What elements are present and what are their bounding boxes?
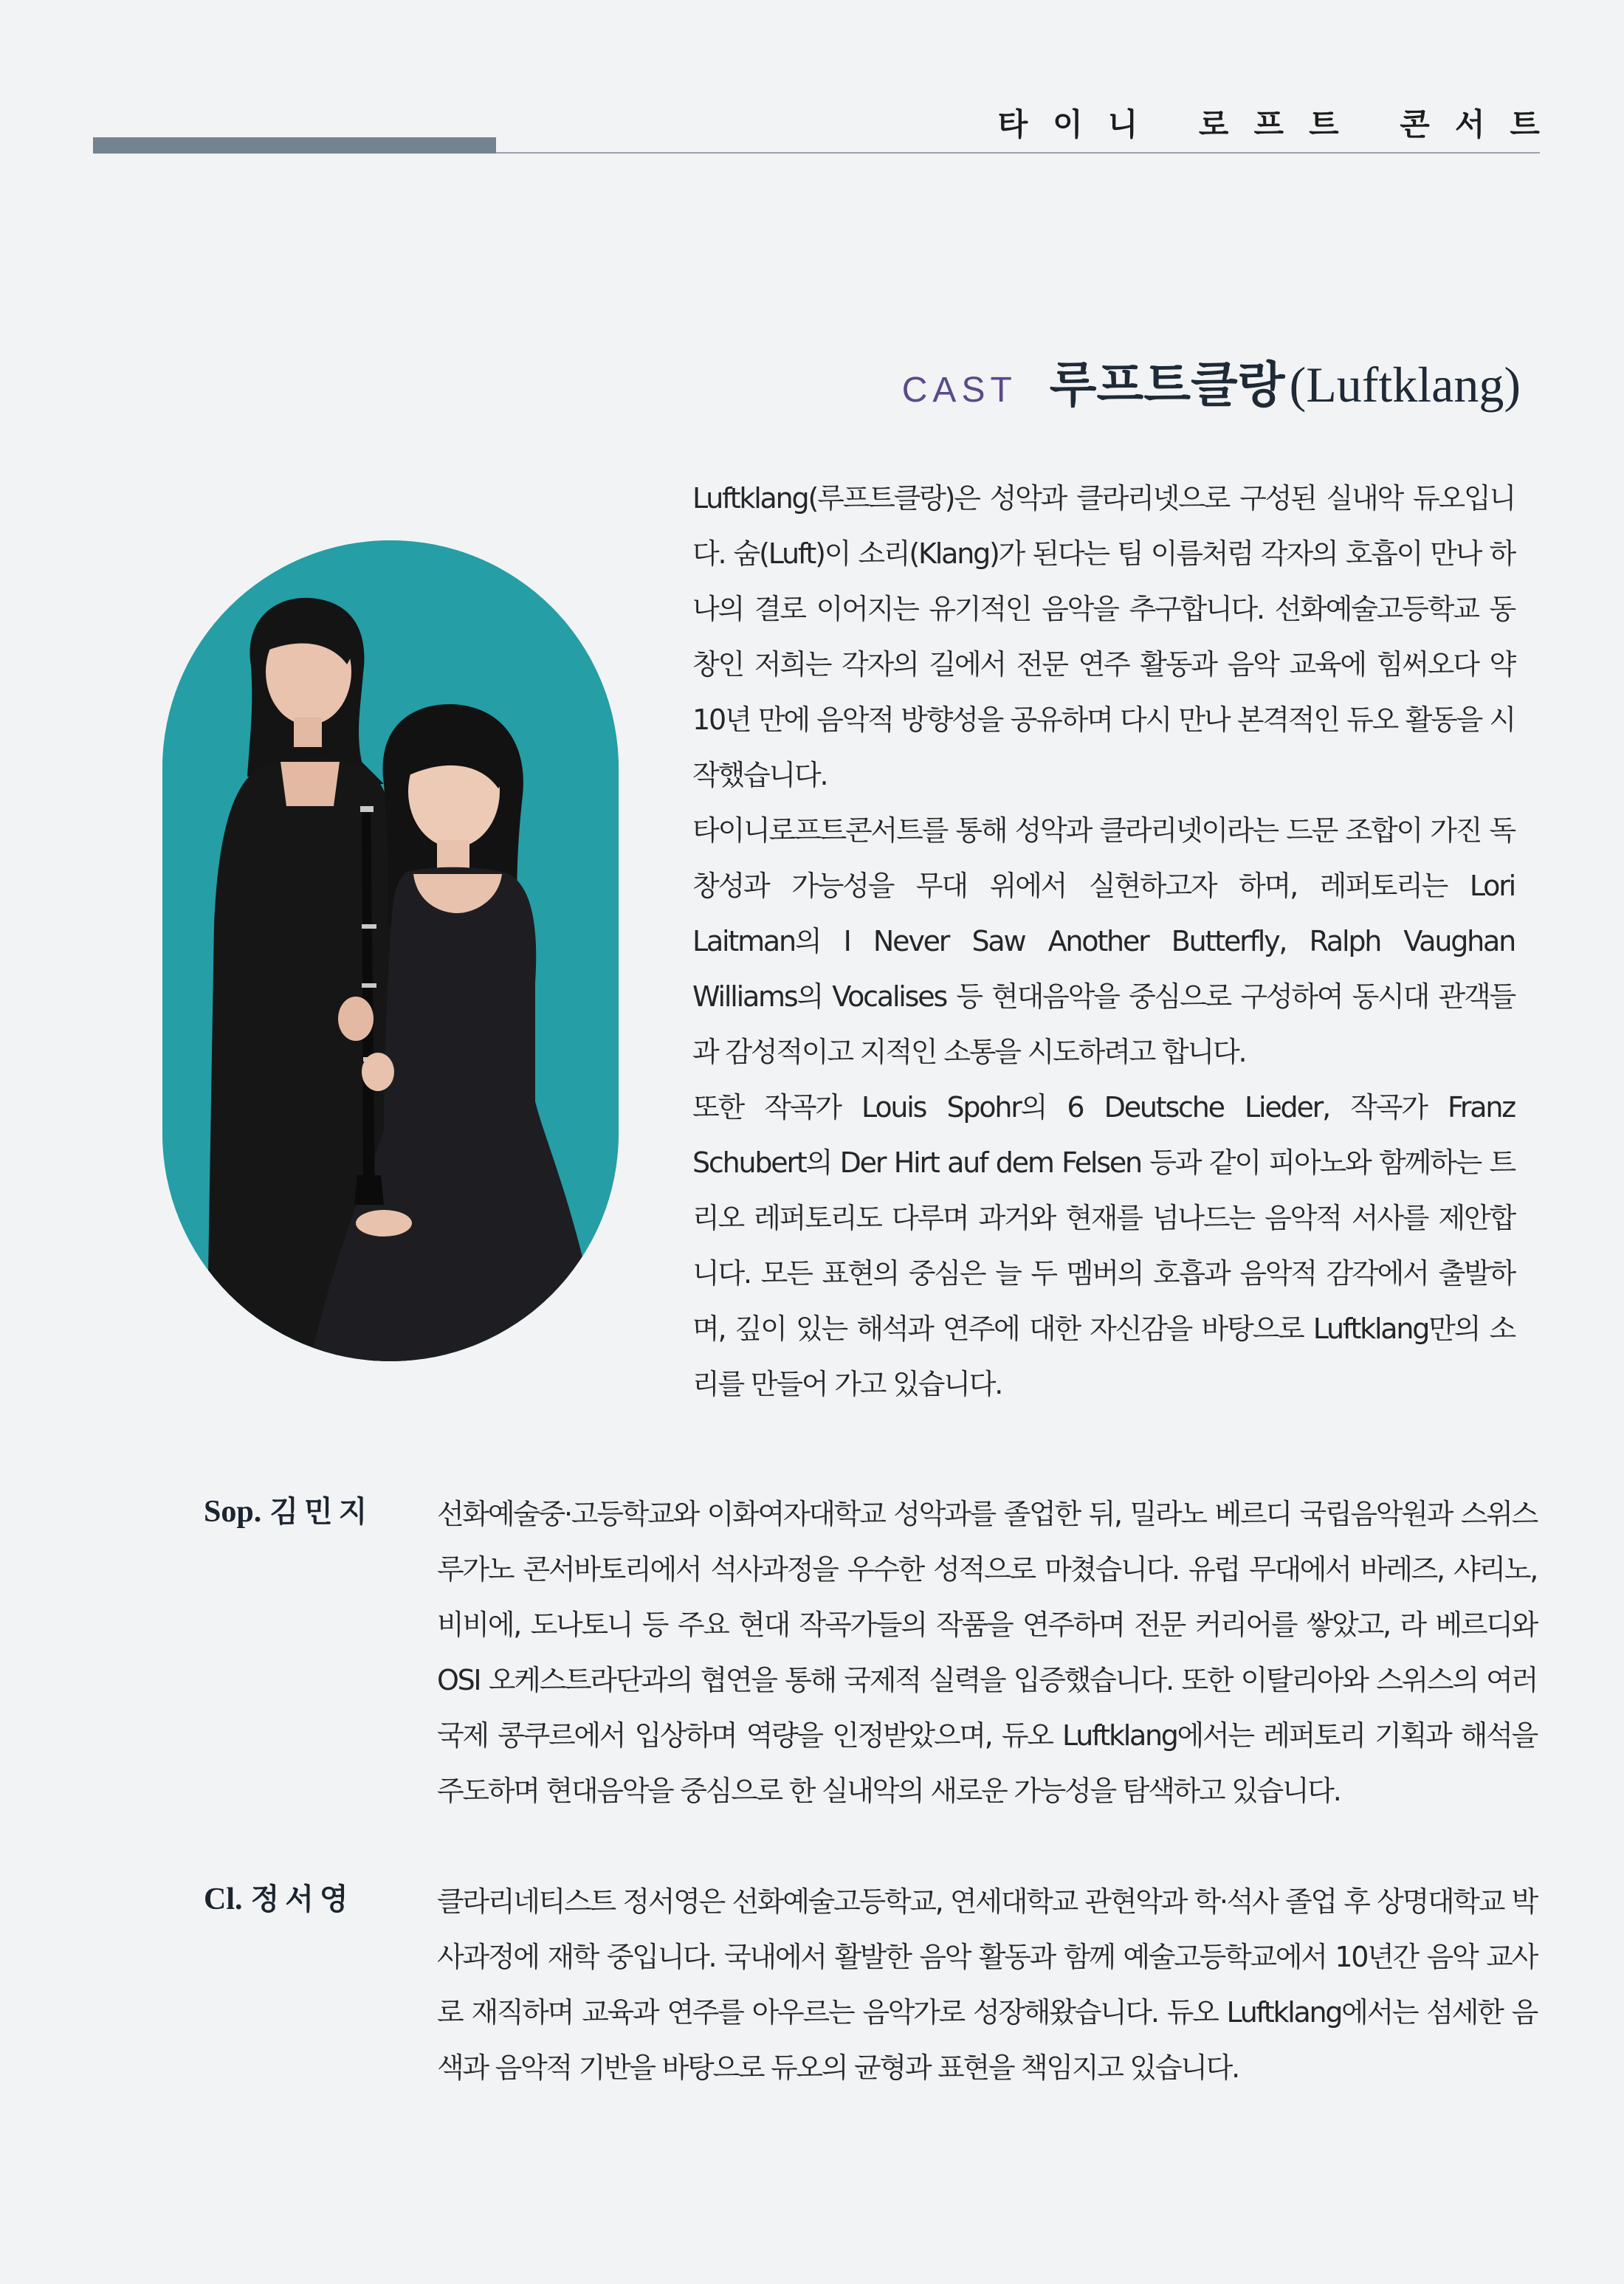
- member-heading: [204, 1874, 437, 2096]
- ensemble-introduction: [692, 471, 1515, 1412]
- member-bio-soprano: [204, 1487, 1537, 1819]
- member-name: 정서영: [250, 1882, 354, 1916]
- member-biography: 선화예술중·고등학교와 이화여자대학교 성악과를 졸업한 뒤, 밀라노 베르디 국립음악원과 스위스 루가노 콘서바토리에서 석사과정을 우수한 성적으로 마쳤습니다. 유럽 무대에서 바레즈, 샤리노, 비비에, 도나토니 등 주요 현대 작곡가들의 작품을 연주하며 전문 커리어를 쌓았고, 라 베르디와 OSI 오케스트라단과의 협연을 통해 국제적 실력을 입증했습니다. 또한 이탈리아와 스위스의 여러 국제 콩쿠르에서 입상하며 역량을 인정받았으며, 듀오 Luftklang에서는 레퍼토리 기획과 해석을 주도하며 현대음악을 중심으로 한 실내악의 새로운 가능성을 탐색하고 있습니다.: [437, 1498, 1537, 1807]
- member-name: 김민지: [269, 1494, 374, 1529]
- cast-label: CAST: [901, 371, 1017, 410]
- intro-paragraph: Luftklang(루프트클랑)은 성악과 클라리넷으로 구성된 실내악 듀오입니다. 숨(Luft)이 소리(Klang)가 된다는 팀 이름처럼 각자의 호흡이 만나 하나의 결로 이어지는 유기적인 음악을 추구합니다. 선화예술고등학교 동창인 저희는 각자의 길에서 전문 연주 활동과 음악 교육에 힘써오다 약 10년 만에 음악적 방향성을 공유하며 다시 만나 본격적인 듀오 활동을 시작했습니다.: [692, 482, 1515, 791]
- ensemble-name-latin: (Luftklang): [1289, 357, 1521, 413]
- member-biography: 클라리네티스트 정서영은 선화예술고등학교, 연세대학교 관현악과 학·석사 졸업 후 상명대학교 박사과정에 재학 중입니다. 국내에서 활발한 음악 활동과 함께 예술고등학교에서 10년간 음악 교사로 재직하며 교육과 연주를 아우르는 음악가로 성장해왔습니다. 듀오 Luftklang에서는 섬세한 음색과 음악적 기반을 바탕으로 듀오의 균형과 표현을 책임지고 있습니다.: [437, 1885, 1537, 2084]
- intro-paragraph: 또한 작곡가 Louis Spohr의 6 Deutsche Lieder, 작곡가 Franz Schubert의 Der Hirt auf dem Felsen 등과 같이 피아노와 함께하는 트리오 레퍼토리도 다루며 과거와 현재를 넘나드는 음악적 서사를 제안합니다. 모든 표현의 중심은 늘 두 멤버의 호흡과 음악적 감각에서 출발하며, 깊이 있는 해석과 연주에 대한 자신감을 바탕으로 Luftklang만의 소리를 만들어 가고 있습니다.: [692, 1091, 1515, 1400]
- member-role: Cl.: [204, 1882, 243, 1916]
- duo-portrait-photo: [162, 540, 619, 1361]
- member-heading: [204, 1487, 437, 1819]
- cast-heading: [902, 345, 1521, 416]
- series-title: 타이니 로프트 콘서트: [997, 106, 1565, 142]
- header-accent-bar: [93, 137, 496, 154]
- member-role: Sop.: [204, 1495, 262, 1529]
- ensemble-name-korean: 루프트클랑: [1049, 356, 1285, 413]
- member-bio-clarinet: [204, 1874, 1537, 2096]
- intro-paragraph: 타이니로프트콘서트를 통해 성악과 클라리넷이라는 드문 조합이 가진 독창성과 가능성을 무대 위에서 실현하고자 하며, 레퍼토리는 Lori Laitman의 I Never Saw Another Butterfly, Ralph Vaughan Williams의 Vocalises 등 현대음악을 중심으로 구성하여 동시대 관객들과 감성적이고 지적인 소통을 시도하려고 합니다.: [692, 814, 1515, 1068]
